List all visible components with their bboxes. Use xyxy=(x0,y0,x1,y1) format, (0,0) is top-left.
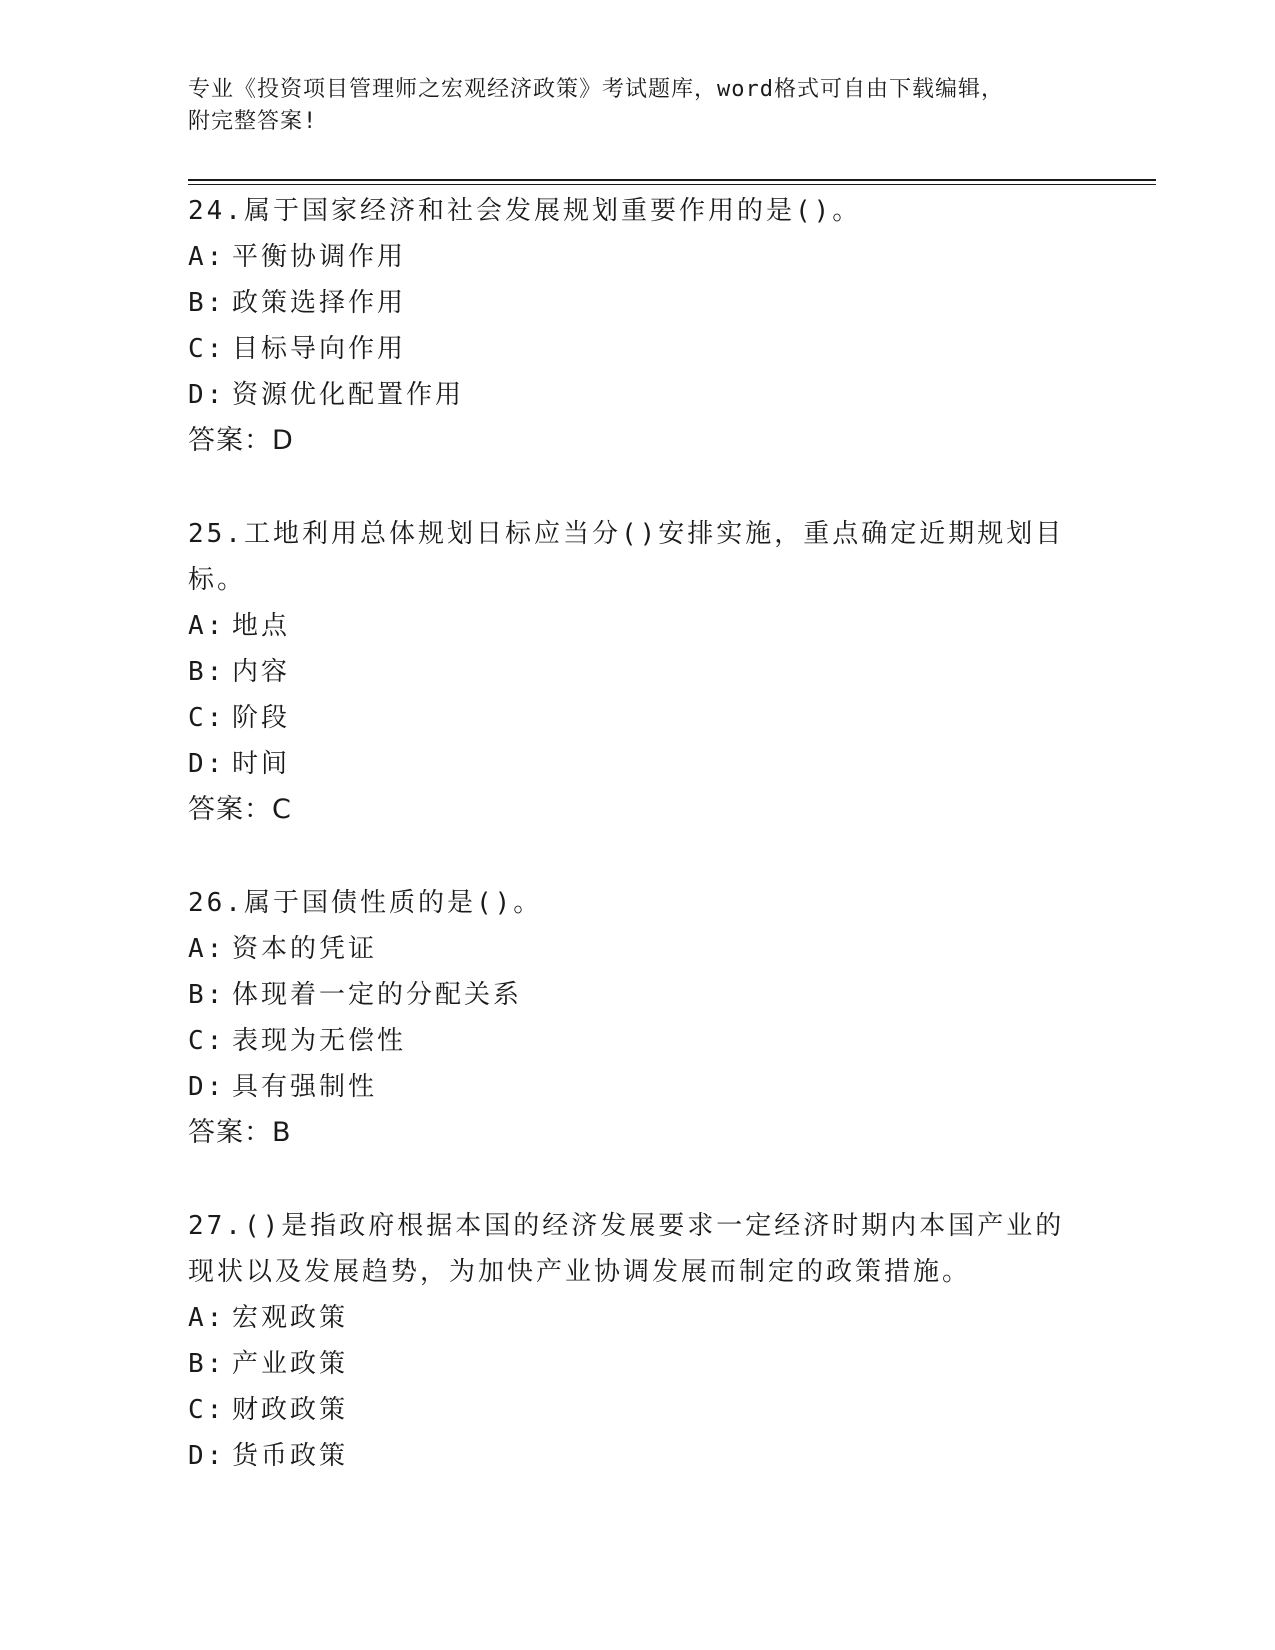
option-text: 具有强制性 xyxy=(232,1072,378,1102)
option-letter: B: xyxy=(188,657,226,687)
header-divider-thick xyxy=(188,179,1156,181)
answer-line: 答案：C xyxy=(188,794,292,825)
document-header xyxy=(188,74,1088,138)
option-a xyxy=(188,234,1088,280)
option-text: 内容 xyxy=(232,657,291,687)
question-27 xyxy=(188,1203,1088,1479)
option-text: 阶段 xyxy=(232,703,291,733)
option-b xyxy=(188,649,1088,695)
option-text: 资本的凭证 xyxy=(232,934,378,964)
option-text: 货币政策 xyxy=(232,1441,349,1471)
option-letter: D: xyxy=(188,1072,226,1102)
option-c xyxy=(188,1387,1088,1433)
option-c xyxy=(188,326,1088,372)
question-stem: 25.工地利用总体规划日标应当分()安排实施，重点确定近期规划目标。 xyxy=(188,519,1065,595)
option-text: 宏观政策 xyxy=(232,1303,349,1333)
option-letter: A: xyxy=(188,242,226,272)
option-text: 政策选择作用 xyxy=(232,288,407,318)
option-text: 体现着一定的分配关系 xyxy=(232,980,523,1010)
option-text: 表现为无偿性 xyxy=(232,1026,407,1056)
header-line-1: 专业《投资项目管理师之宏观经济政策》考试题库，word格式可自由下载编辑， xyxy=(188,77,1004,102)
option-text: 产业政策 xyxy=(232,1349,349,1379)
option-letter: A: xyxy=(188,1303,226,1333)
option-a xyxy=(188,926,1088,972)
option-text: 时间 xyxy=(232,749,291,779)
option-letter: C: xyxy=(188,334,226,364)
option-letter: D: xyxy=(188,1441,226,1471)
header-line-2: 附完整答案! xyxy=(188,109,318,134)
option-letter: D: xyxy=(188,749,226,779)
question-stem: 24.属于国家经济和社会发展规划重要作用的是()。 xyxy=(188,196,862,226)
option-letter: B: xyxy=(188,980,226,1010)
question-stem: 27.()是指政府根据本国的经济发展要求一定经济时期内本国产业的现状以及发展趋势，为加快产业协调发展而制定的政策措施。 xyxy=(188,1211,1065,1287)
option-letter: D: xyxy=(188,380,226,410)
option-d xyxy=(188,1064,1088,1110)
answer-line: 答案：D xyxy=(188,425,294,456)
question-25 xyxy=(188,511,1088,833)
option-text: 资源优化配置作用 xyxy=(232,380,465,410)
option-b xyxy=(188,972,1088,1018)
option-d xyxy=(188,1433,1088,1479)
option-b xyxy=(188,1341,1088,1387)
option-letter: C: xyxy=(188,703,226,733)
option-text: 地点 xyxy=(232,611,291,641)
option-text: 目标导向作用 xyxy=(232,334,407,364)
option-c xyxy=(188,695,1088,741)
option-text: 平衡协调作用 xyxy=(232,242,407,272)
option-a xyxy=(188,1295,1088,1341)
option-d xyxy=(188,372,1088,418)
option-letter: B: xyxy=(188,288,226,318)
option-b xyxy=(188,280,1088,326)
option-a xyxy=(188,603,1088,649)
question-24 xyxy=(188,188,1088,464)
question-list xyxy=(188,188,1088,1526)
header-divider-thin xyxy=(188,184,1156,185)
option-letter: B: xyxy=(188,1349,226,1379)
option-d xyxy=(188,741,1088,787)
option-letter: C: xyxy=(188,1026,226,1056)
option-letter: A: xyxy=(188,611,226,641)
option-c xyxy=(188,1018,1088,1064)
option-text: 财政政策 xyxy=(232,1395,349,1425)
answer-line: 答案：B xyxy=(188,1117,292,1148)
option-letter: C: xyxy=(188,1395,226,1425)
question-stem: 26.属于国债性质的是()。 xyxy=(188,888,543,918)
option-letter: A: xyxy=(188,934,226,964)
question-26 xyxy=(188,880,1088,1156)
